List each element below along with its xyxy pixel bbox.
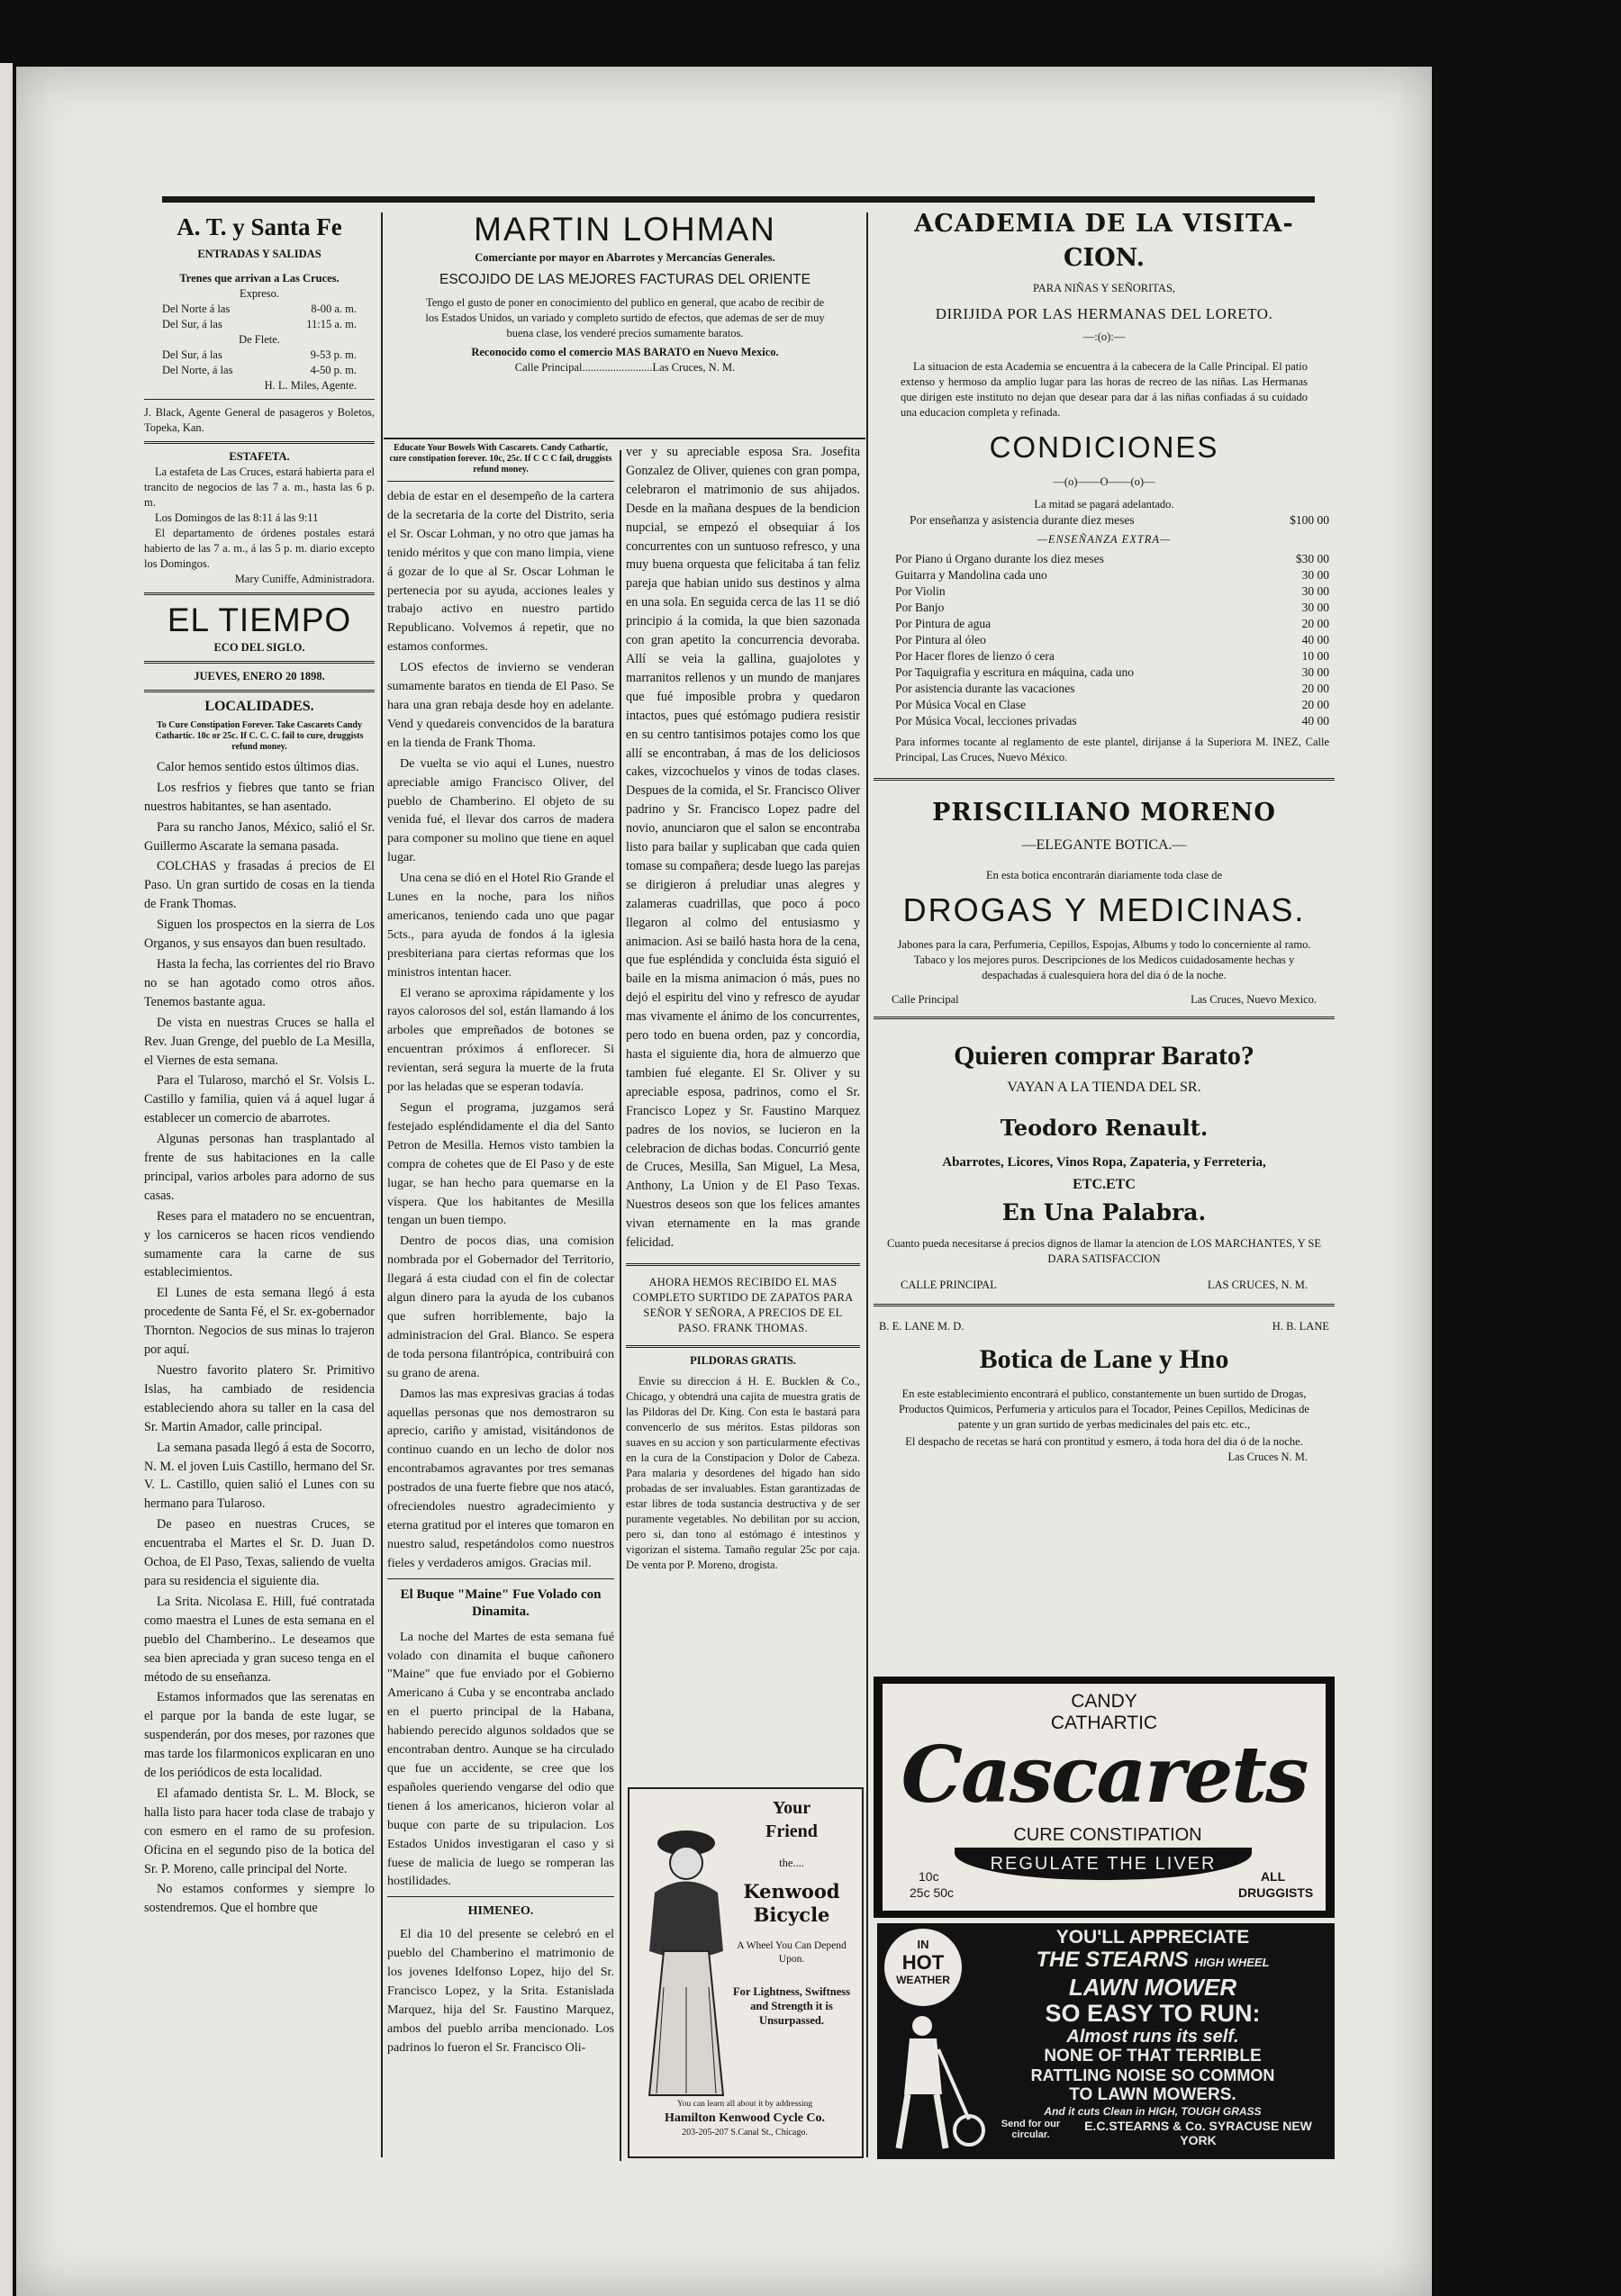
price-value: 20 00 xyxy=(1301,697,1329,711)
price-row xyxy=(895,551,1329,567)
at-subtitle: ENTRADAS Y SALIDAS xyxy=(197,248,321,260)
cascarets-cathartic: CATHARTIC xyxy=(1050,1713,1158,1733)
drogas-heading: DROGAS Y MEDICINAS. xyxy=(902,890,1306,928)
train-4-from: Del Norte, á las xyxy=(162,364,233,376)
local-item: De vista en nuestras Cruces se halla el Rev. Juan Grenge, del pueblo de La Mesilla, el Viernes de esta semana. xyxy=(144,1015,375,1068)
top-rule xyxy=(162,196,1315,203)
localidades-heading: LOCALIDADES. xyxy=(204,699,314,714)
local-item: Algunas personas han trasplantado al frente de sus habitaciones en la calle principal, varios arboles para adorno de sus casas. xyxy=(144,1132,375,1203)
cascarets-regulate: REGULATE THE LIVER xyxy=(955,1848,1252,1880)
article-text: Damos las mas expresivas gracias á todas aquellas personas que nos demostraron su aprecio, cariño y amistad, visitándonos de continuo cuando en un lecho de dolor nos encontrabamos agravantes por tres semanas postrados de una fuerte fiebre que nos atacó, ofreciendoles nuestro agradecimiento y eterna gratitud por el interes que tomaron en nuestro salud, respetándolos como nuestros fieles y verdaderos amigos. Gracias mil. xyxy=(387,1386,614,1570)
lane-body-2: El despacho de recetas se hará con prontitud y esmero, á toda hora del dia ó de la noche. xyxy=(905,1434,1303,1448)
kenwood-brand: Kenwood xyxy=(743,1880,840,1903)
at-title: A. T. y Santa Fe xyxy=(177,213,342,240)
lohman-body: Tengo el gusto de poner en conocimiento del publico en general, que acabo de recibir de los Estados Unidos, un variado y completo surtido de efectos, que ademas de ser de muy buena clase, los venderé precios sumamente baratos. xyxy=(425,295,825,339)
himeneo-article: El dia 10 del presente se celebró en el pueblo del Chamberino el matrimonio de los jovenes Idelfonso Lopez, hijo del Sr. Francisco Lopez, y la Srita. Estanislada Marquez, hija del Sr. Faustino Marquez, ambos del pueblo arriba mencionado. Los padrinos lo fueron el Sr. Francisco Oli- xyxy=(387,1927,614,2055)
mower-man-illustration xyxy=(886,2013,985,2154)
price-list xyxy=(874,551,1335,729)
scan-border-top xyxy=(16,0,1432,63)
renault-name: Teodoro Renault. xyxy=(1000,1114,1209,1141)
academia-directed: DIRIJIDA POR LAS HERMANAS DEL LORETO. xyxy=(935,305,1273,322)
kenwood-tell: You can learn all about it by addressing xyxy=(676,2100,813,2109)
local-item: Siguen los prospectos en la sierra de Los Organos, y sus ensayos dan buen resultado. xyxy=(144,917,375,952)
maine-article: La noche del Martes de esta semana fué volado con dinamita el buque cañonero "Maine" que fue enviado por el Gobierno Americano á Cuba y se encontraba anclado en el puerto principal de la Habana, habiendo perecido algunos soldados que se encontraban dentro. Aunque se ha circulado que fue un accidente, se cree que los españoles queriendo vengarse del odio que tienen á los americanos, hicieron volar al buque con parte de su tripulacion. Los Estados Unidos investigaran el caso y si fuese de malicia de luego se romperan las hostilidades. xyxy=(387,1629,614,1889)
article-text: De vuelta se vio aqui el Lunes, nuestro apreciable amigo Francisco Oliver, del pueblo de Chamberino. El objeto de su venida fué, el llevar dos carros de madera para componer su molino que tiene en aquel lugar. xyxy=(387,755,614,865)
price-value: 30 00 xyxy=(1301,600,1329,614)
local-item: El afamado dentista Sr. L. M. Block, se halla listo para hacer toda clase de trabajo y con esmero en el ramo de su profesion. Oficina en el segundo piso de la botica del Sr. P. Moreno, calle principal del Norte. xyxy=(144,1785,375,1876)
hot-weather: WEATHER xyxy=(896,1974,950,1986)
column-rule-1 xyxy=(381,212,383,2157)
price-value: 30 00 xyxy=(1301,664,1329,679)
lane-title: Botica de Lane y Hno xyxy=(979,1343,1229,1374)
price-value: 30 00 xyxy=(1301,583,1329,598)
price-row xyxy=(895,681,1329,697)
lane-doctor-right: H. B. LANE xyxy=(1272,1319,1329,1333)
price-label: Por Violin xyxy=(895,583,946,598)
himeneo-heading: HIMENEO. xyxy=(467,1904,534,1919)
price-value: 20 00 xyxy=(1301,681,1329,695)
kenwood-company: Hamilton Kenwood Cycle Co. xyxy=(664,2111,826,2125)
barato-title: Quieren comprar Barato? xyxy=(954,1040,1254,1071)
academia-ornament: —:(o):— xyxy=(1082,330,1126,343)
cascarets-price-2: 25c 50c xyxy=(910,1885,955,1900)
train-2-from: Del Sur, á las xyxy=(162,318,222,330)
moreno-line: En esta botica encontrarán diariamente toda clase de xyxy=(985,868,1223,881)
hot-hot: HOT xyxy=(901,1951,945,1974)
local-item: Los resfrios y fiebres que tanto se frian nuestros habitantes, se han asentado. xyxy=(144,780,375,814)
stearns-lawn-mower-ad xyxy=(877,1923,1335,2159)
wedding-article: ver y su apreciable esposa Sra. Josefita Gonzalez de Oliver, quienes con gran pompa, celebraron el matrimonio de sus ahijados. Desde en la mañana despues de la bendicion nupcial, se empezó el obsequiar á los concurrentes con un suntuoso refresco, y una muy buena orquesta que felicitaba á tan feliz pareja que habian unido sus destinos y alma en una sola. En seguida cerca de las 11 se dió principio á la comida, la que bien sazonada con gran apetito la concurrencia devoraba. Allí se veia la gallina, guajolotes y marranitos rellenos y un mundo de manjares que fué imposible probra y quedaron intactos, pues qué estómago pudiera resistir en su centro tantisimos potajes como los que allí se encontraban, á mas de los deliciosos cakes, vizcochuelos y vinos de todas clases. Despues de la comida, el Sr. Francisco Oliver padrino y Sr. Francisco Lopez padre del novio, anunciaron que el salon se encontraba listo para bailar y suplicaban que cada quien tomase su compañera; desde luego las parejas se dirigieron á preludiar unas alegres y zalameras cuadrillas, que poco á poco llegaron al colmo del entusiasmo y animacion. Asi se bailó hasta hora de la cena, que fue espléndida y concluida ésta siguió el baile en la misma animacion ó más, pues no dejó el espiritu del vino y refresco de ayudar mas vivamente el ánimo de los concurrentes, pero todo en buena orden, paz y concordia, hasta el siguiente dia, hora de almuerzo que tambien fué elegante. El Sr. Oliver y su apreciable esposa, padrinos, como el Sr. Francisco Lopez y Sr. Faustino Marquez padres de los novios, se lucieron en la celebracion de dichas bodas. Concurrió gente de Cruces, Mesilla, San Miguel, La Mesa, Anthony, La Union y de El Paso Texas. Nuestros deseos son que los felices amantes vivan eternamente en la mas grande felicidad. xyxy=(626,445,861,1251)
masthead-el-tiempo: EL TIEMPO xyxy=(167,601,352,638)
masthead-subtitle: ECO DEL SIGLO. xyxy=(213,641,305,654)
extra-heading: —ENSEÑANZA EXTRA— xyxy=(1037,532,1172,546)
mitad-note: La mitad se pagará adelantado. xyxy=(1034,497,1174,511)
frank-thomas-ad: AHORA HEMOS RECIBIDO EL MAS COMPLETO SURTIDO DE ZAPATOS PARA SEÑOR Y SEÑORA, A PRECIOS DE EL PASO. FRANK THOMAS. xyxy=(632,1275,854,1334)
pildoras-heading: PILDORAS GRATIS. xyxy=(690,1353,796,1367)
renault-city: LAS CRUCES, N. M. xyxy=(1207,1278,1308,1291)
maine-heading: El Buque "Maine" Fue Volado con Dinamita. xyxy=(400,1586,602,1619)
moreno-street: Calle Principal xyxy=(892,992,959,1006)
educate-blurb: Educate Your Bowels With Cascarets. Candy Cathartic, cure constipation forever. 10c, 25c. If C C C fail, druggists refund money. xyxy=(389,443,612,475)
stearns-cuts: And it cuts Clean in HIGH, TOUGH GRASS xyxy=(1044,2105,1262,2118)
stearns-circular: Send for our circular. xyxy=(1001,2119,1061,2140)
price-label: Por Hacer flores de lienzo ó cera xyxy=(895,648,1055,663)
scan-border-left xyxy=(0,63,13,2296)
academia-subtitle: PARA NIÑAS Y SEÑORITAS, xyxy=(1032,282,1176,294)
local-item: COLCHAS y frasadas á precios de El Paso. Un gran surtido de cosas en la tienda de Frank Thomas. xyxy=(144,859,375,912)
condiciones-ornament: —(o)——O——(o)— xyxy=(1053,475,1155,488)
price-label: Por Banjo xyxy=(895,600,945,614)
price-value: 40 00 xyxy=(1301,632,1329,646)
price-value: $30 00 xyxy=(1295,551,1329,565)
local-item: Hasta la fecha, las corrientes del rio Bravo no se han agotado como otros años. Tenemos bastante agua. xyxy=(144,956,375,1009)
moreno-subtitle: —ELEGANTE BOTICA.— xyxy=(1021,836,1187,853)
lohman-subtitle-2: ESCOJIDO DE LAS MEJORES FACTURAS DEL ORIENTE xyxy=(439,272,810,287)
price-row xyxy=(895,616,1329,632)
moreno-title: PRISCILIANO MORENO xyxy=(932,798,1276,827)
lohman-bottom-rule xyxy=(384,438,865,439)
issue-date: JUEVES, ENERO 20 1898. xyxy=(194,670,325,682)
moreno-city: Las Cruces, Nuevo Mexico. xyxy=(1191,992,1317,1006)
palabra-heading: En Una Palabra. xyxy=(1001,1198,1207,1225)
cascarets-price-1: 10c xyxy=(919,1869,939,1884)
local-item: La semana pasada llegó á esta de Socorro, N. M. el joven Luis Castillo, hermano del Sr. V. L. Castillo, quien salió el Lunes con su hermano para Tularoso. xyxy=(144,1440,375,1512)
local-item: Reses para el matadero no se encuentran, y los carniceros se hacen ricos vendiendo sumamente cara la carne de sus establecimientos. xyxy=(144,1208,375,1280)
renault-street: CALLE PRINCIPAL xyxy=(901,1278,997,1291)
article-text: debia de estar en el desempeño de la cartera de la secretaria de la corte del Distrito, seria el Sr. Oscar Lohman, y no otro que jamas ha tenido méritos y que con mano limpia, viene á gozar de lo que al Sr. Oscar Lohman le pertenecia por su ayuda, acciones leales y trabajo activo en nuestro partido Republicano. Volvemos á repetir, que no estamos conformes. xyxy=(387,489,614,655)
price-row xyxy=(895,713,1329,729)
academia-body: La situacion de esta Academia se encuentra á la cabecera de la Calle Principal. El patio extenso y hermoso da amplio lugar para las horas de recreo de las niñas. Las Hermanas que dirigen este instituto no dejan que desear para dar á las niñas confiadas á su cuidado una educacion completa y refinada. xyxy=(901,359,1308,419)
barato-subtitle: VAYAN A LA TIENDA DEL SR. xyxy=(1007,1079,1201,1095)
local-item: Para el Tularoso, marchó el Sr. Volsis L. Castillo y familia, quien vá á aquel lugar á establecer un comercio de abarrotes. xyxy=(144,1073,375,1126)
hot-in: IN xyxy=(917,1938,929,1951)
cascarets-candy: CANDY xyxy=(1071,1691,1137,1712)
price-value: 10 00 xyxy=(1301,648,1329,663)
column-2 xyxy=(387,443,614,2059)
kenwood-the: the.... xyxy=(779,1857,804,1869)
lohman-subtitle: Comerciante por mayor en Abarrotes y Mercancías Generales. xyxy=(475,251,775,264)
train-4-time: 4-50 p. m. xyxy=(310,364,357,376)
article-text: Dentro de pocos dias, una comision nombrada por el Gobernador del Territorio, llegará á esta ciudad con el fin de colectar algun dinero para la ayuda de los cubanos que sufren horriblemente, bajo la administracion del Gral. Blanco. Se espera de toda persona filantrópica, contribuirá con su grano de arena. xyxy=(387,1234,614,1380)
local-item: No estamos conformes y siempre lo sostendremos. Que el hombre que xyxy=(144,1882,375,1916)
cascarets-all: ALL xyxy=(1261,1869,1286,1884)
price-label: Por Música Vocal, lecciones privadas xyxy=(895,713,1077,728)
stearns-high-wheel: HIGH WHEEL xyxy=(1194,1956,1270,1969)
stearns-runs-itself: Almost runs its self. xyxy=(1066,2027,1239,2047)
lohman-title: MARTIN LOHMAN xyxy=(474,211,776,248)
price-row xyxy=(895,632,1329,648)
flete-label: De Flete. xyxy=(239,333,280,346)
local-item: Nuestro favorito platero Sr. Primitivo Islas, ha cambiado de residencia estableciendo ahora su taller en la casa del Sr. Martin Amador, calle principal. xyxy=(144,1363,375,1434)
local-item: De paseo en nuestras Cruces, se encuentraba el Martes el Sr. D. Juan D. Ochoa, de El Paso, Texas, saliendo de vuelta para su residencia el siguiente dia. xyxy=(144,1517,375,1588)
kenwood-your: Your xyxy=(772,1798,811,1818)
academia-title: ACADEMIA DE LA VISITA- xyxy=(914,210,1294,238)
price-value: 30 00 xyxy=(1301,567,1329,582)
stearns-appreciate: YOU'LL APPRECIATE xyxy=(1055,1927,1250,1948)
article-text: El verano se aproxima rápidamente y los rayos calorosos del sol, están llamando á los arboles que empreñados de botones se encuentran próximos á enflorecer. Si revientan, será segura la muerte de la fruta por las heladas que se esperan todavía. xyxy=(387,985,614,1095)
kenwood-wheel: A Wheel You Can Depend Upon. xyxy=(737,1940,847,1965)
price-label: Por enseñanza y asistencia durante diez meses xyxy=(910,512,1135,527)
column-4 xyxy=(874,209,1335,1465)
renault-body: Cuanto pueda necesitarse á precios dignos de llamar la atencion de LOS MARCHANTES, Y SE DARA SATISFACCION xyxy=(887,1236,1321,1265)
article-text: Una cena se dió en el Hotel Rio Grande el Lunes en la noche, para los niños americanos, teniendo cada uno que pagar 5cts., para ayuda de fondos á la iglesia presbiteriana para ciertas reformas que los ministros intentan hacer. xyxy=(387,871,614,980)
price-label: Por Pintura al óleo xyxy=(895,632,986,646)
lohman-ad xyxy=(387,209,863,375)
stearns-company: E.C.STEARNS & Co. SYRACUSE NEW YORK xyxy=(1084,2119,1312,2147)
stearns-easy: SO EASY TO RUN: xyxy=(1045,2000,1261,2027)
agent-name: H. L. Miles, Agente. xyxy=(264,379,357,392)
price-row xyxy=(895,583,1329,600)
price-value: 40 00 xyxy=(1301,713,1329,728)
jblack-notice: J. Black, Agente General de pasageros y Boletos, Topeka, Kan. xyxy=(144,406,375,434)
expreso-label: Expreso. xyxy=(239,287,280,300)
stearns-lawn-mower: LAWN MOWER xyxy=(1068,1974,1237,2001)
price-label: Por asistencia durante las vacaciones xyxy=(895,681,1075,695)
price-row xyxy=(895,664,1329,681)
article-text: LOS efectos de invierno se venderan sumamente baratos en tienda de El Paso. Se hara una gran rebaja desde hoy en adelante. Vend y quedareis convencidos de la baratura en la tienda de Frank Thoma. xyxy=(387,660,614,750)
price-row xyxy=(895,600,1329,616)
local-item: Estamos informados que las serenatas en el parque por la banda de este lugar, se suspenderán, por dos meses, por razones que mas tarde los filarmonicos explicaran en uno de los periódicos de esta localidad. xyxy=(144,1690,375,1781)
price-row xyxy=(895,648,1329,664)
trains-heading: Trenes que arrivan a Las Cruces. xyxy=(179,272,340,285)
train-2-time: 11:15 a. m. xyxy=(306,318,357,330)
kenwood-friend: Friend xyxy=(765,1821,818,1841)
kenwood-bicycle: Bicycle xyxy=(753,1903,830,1926)
lane-address: Las Cruces N. M. xyxy=(1227,1450,1308,1463)
renault-ornament: ETC.ETC xyxy=(1073,1176,1136,1192)
renault-items: Abarrotes, Licores, Vinos Ropa, Zapateria, y Ferreteria, xyxy=(942,1154,1266,1170)
column-3 xyxy=(626,443,860,1575)
train-3-from: Del Sur, á las xyxy=(162,348,222,361)
lane-doctor-left: B. E. LANE M. D. xyxy=(879,1319,964,1333)
moreno-body: Jabones para la cara, Perfumeria, Cepillos, Espojas, Albums y todo lo concerniente al ramo. Tabaco y los mejores puros. Descripciones de los Medicos cuidadosamente hechas y despachadas á cualesquiera hora del dia ó de la noche. xyxy=(897,937,1311,981)
cascarets-brand: Cascarets xyxy=(901,1730,1308,1821)
woman-illustration xyxy=(637,1807,736,2104)
cascarets-blurb: To Cure Constipation Forever. Take Cascarets Candy Cathartic. 10c or 25c. If C. C. C. fail to cure, druggists refund money. xyxy=(155,719,364,752)
local-item: El Lunes de esta semana llegó á esta procedente de Santa Fé, el Sr. ex-gobernador Thornton. Negocios de sus minas lo trajeron por aquí. xyxy=(144,1286,375,1358)
train-1-from: Del Norte á las xyxy=(162,303,231,315)
price-row xyxy=(895,697,1329,713)
estafeta-signature: Mary Cuniffe, Administradora. xyxy=(234,573,375,585)
price-label: Guitarra y Mandolina cada uno xyxy=(895,567,1047,582)
local-item: Para su rancho Janos, México, salió el Sr. Guillermo Ascarate la semana pasada. xyxy=(144,819,375,854)
train-1-time: 8-00 a. m. xyxy=(311,303,357,315)
kenwood-address: 203-205-207 S.Canal St., Chicago. xyxy=(682,2128,808,2138)
kenwood-lightness: For Lightness, Swiftness and Strength it is Unsurpassed. xyxy=(733,1985,850,2027)
stearns-brand: THE STEARNS xyxy=(1036,1948,1189,1972)
cascarets-ad xyxy=(874,1677,1335,1918)
price-label: Por Piano ú Organo durante los diez meses xyxy=(895,551,1104,565)
local-item: Calor hemos sentido estos últimos dias. xyxy=(157,759,359,774)
kenwood-bicycle-ad xyxy=(628,1787,864,2158)
stearns-to-lawn: TO LAWN MOWERS. xyxy=(1069,2085,1236,2104)
cascarets-druggists: DRUGGISTS xyxy=(1238,1885,1314,1900)
cascarets-cure: CURE CONSTIPATION xyxy=(964,1824,1252,1846)
price-label: Por Taquigrafia y escritura en máquina, cada uno xyxy=(895,664,1134,679)
price-value: $100 00 xyxy=(1290,512,1329,527)
pildoras-article: Envie su direccion á H. E. Bucklen & Co., Chicago, y obtendrá una cajita de muestra gratis de las Pildoras del Dr. King. Con esta le bastará para convencerlo de sus méritos. Estas pildoras son suaves en su accion y son particularmente efectivas en la cura de la Constipacion y Dolor de Cabeza. Para malaria y desordenes del higado han sido probadas de ser invaluables. Estan garantizadas de estar libres de toda sustancia destructiva y de ser puramente vegetables. No debilitan por su accion, pero si, dan tono al estómago é intestinos y vigorizan el sistema. Tamaño regular 25c por caja. De venta por P. Moreno, drogista. xyxy=(626,1374,860,1571)
estafeta-1: La estafeta de Las Cruces, estará habierta para el trancito de negocios de las 7 a. m., hasta las 6 p. m. xyxy=(144,466,375,509)
column-rule-3 xyxy=(866,212,868,2157)
lohman-address: Calle Principal.........................Las Cruces, N. M. xyxy=(514,360,736,374)
price-label: Por Pintura de agua xyxy=(895,616,992,630)
estafeta-3: El departamento de órdenes postales estará habierto de las 7 a. m., á las 5 p. m. diario excepto los Domingos. xyxy=(144,527,375,570)
column-rule-2 xyxy=(620,450,621,2161)
estafeta-heading: ESTAFETA. xyxy=(229,450,290,463)
price-row xyxy=(895,567,1329,583)
stearns-none: NONE OF THAT TERRIBLE xyxy=(1044,2047,1262,2065)
stearns-rattling: RATTLING NOISE SO COMMON xyxy=(1030,2066,1275,2084)
academia-title-2: CION. xyxy=(1064,244,1145,272)
hot-weather-badge xyxy=(884,1929,962,2006)
lohman-reconocido: Reconocido como el comercio MAS BARATO en Nuevo Mexico. xyxy=(471,345,779,358)
price-value: 20 00 xyxy=(1301,616,1329,630)
lane-body: En este establecimiento encontrará el publico, constantemente un buen surtido de Drogas, Productos Quimicos, Perfumeria y articulos para el Tocador, Peines Cepillos, Medicinas de patente y un gran surtido de yerbas medicinales del pais etc. etc., xyxy=(899,1387,1309,1431)
informes-note: Para informes tocante al reglamento de este plantel, dirijanse á la Superiora M. INEZ, Calle Principal, Las Cruces, Nuevo México. xyxy=(895,735,1329,764)
column-1 xyxy=(144,212,375,1920)
train-3-time: 9-53 p. m. xyxy=(310,348,357,361)
article-text: Segun el programa, juzgamos será festejado espléndidamente el dia del Santo Petron de Mesilla. Hemos visto tambien la compra de cohetes que de El Paso y de este lugar, se han hecho para quemarse en la víspera. Que los habitantes de Mesilla tengan un buen tiempo. xyxy=(387,1100,614,1228)
local-item: La Srita. Nicolasa E. Hill, fué contratada como maestra el Lunes de esta semana en el pueblo del Chamberino.. Le deseamos que sea bien apreciada y gran suceso tenga en el método de su enseñanza. xyxy=(144,1594,375,1685)
price-label: Por Música Vocal en Clase xyxy=(895,697,1026,711)
estafeta-2: Los Domingos de las 8:11 á las 9:11 xyxy=(155,511,319,524)
condiciones-heading: CONDICIONES xyxy=(989,429,1219,464)
